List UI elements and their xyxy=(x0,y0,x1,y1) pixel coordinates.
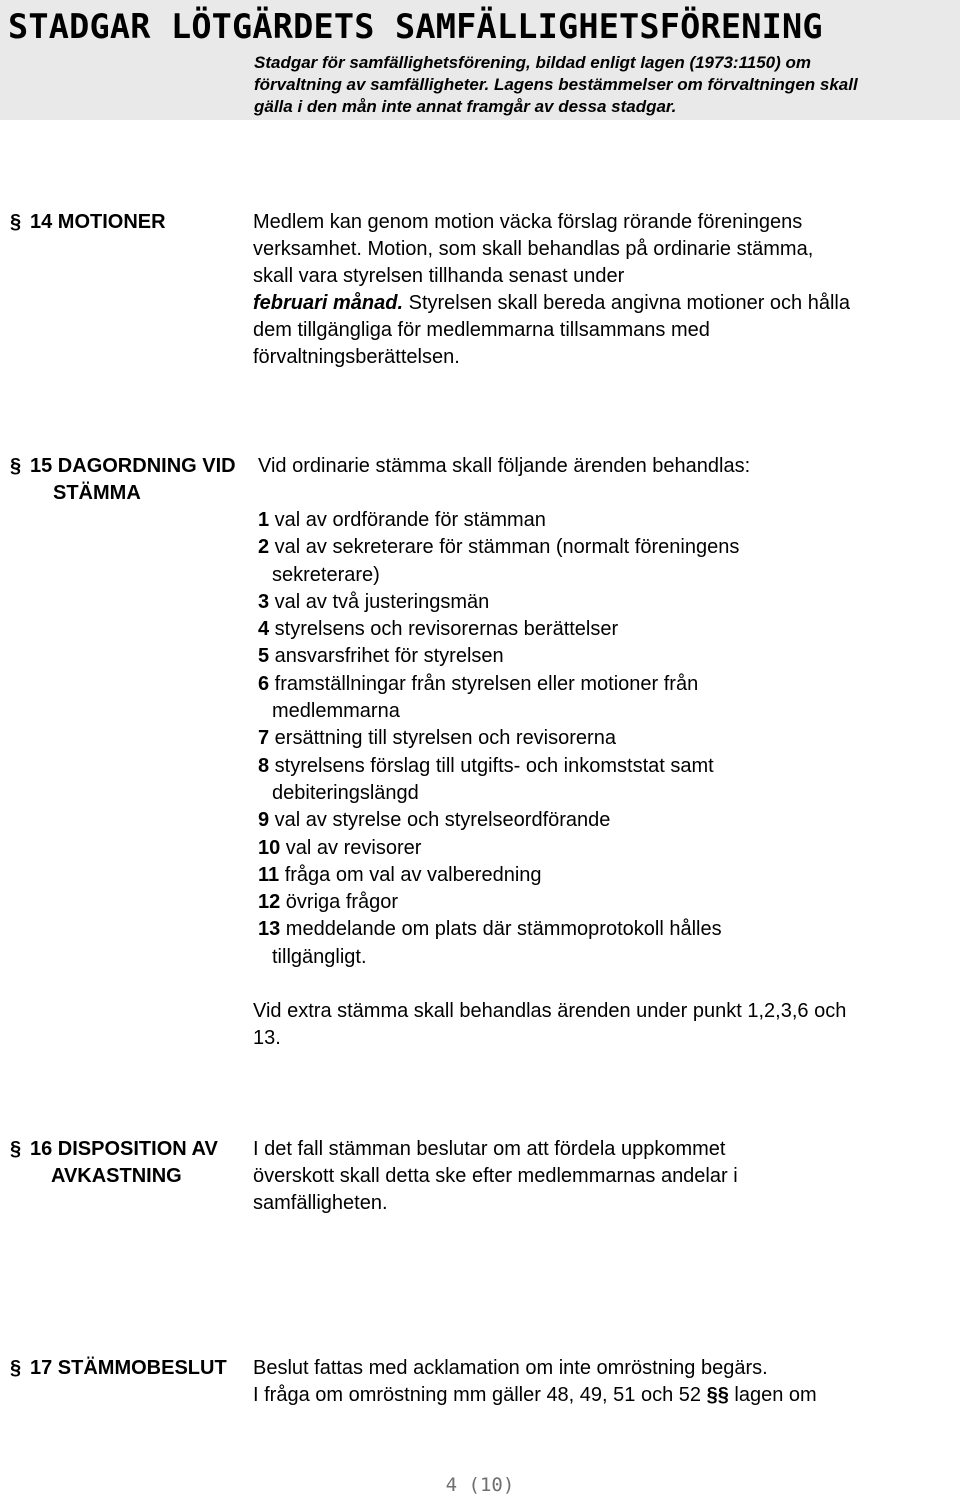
list-item: 1 val av ordförande för stämman xyxy=(258,509,546,531)
document-title: STADGAR LÖTGÄRDETS SAMFÄLLIGHETSFÖRENING xyxy=(8,7,823,46)
text-line: verksamhet. Motion, som skall behandlas på ordinarie stämma, xyxy=(253,238,814,260)
list-item: 8 styrelsens förslag till utgifts- och inkomststat samt debiteringslängd xyxy=(258,754,714,804)
text-line: överskott skall detta ske efter medlemmarnas andelar i xyxy=(253,1165,738,1187)
section-15-title: 15 DAGORDNING VID xyxy=(30,455,236,477)
subtitle-line: Stadgar för samfällighetsförening, bildad enligt lagen (1973:1150) om xyxy=(254,53,812,72)
section-15-title-cont: STÄMMA xyxy=(53,482,141,504)
list-item: 7 ersättning till styrelsen och revisorerna xyxy=(258,727,616,750)
text-line: lagen om xyxy=(734,1384,817,1406)
section-17-title: 17 STÄMMOBESLUT xyxy=(30,1357,227,1379)
section-symbol-icon: § xyxy=(706,1384,718,1406)
text-line: dem tillgängliga för medlemmarna tillsammans med xyxy=(253,319,710,341)
text-line: Medlem kan genom motion väcka förslag rörande föreningens xyxy=(253,211,803,233)
text-line: I det fall stämman beslutar om att fördela uppkommet xyxy=(253,1138,726,1160)
page-number: 4 (10) xyxy=(445,1474,515,1496)
text-line: 13. xyxy=(253,1027,281,1049)
subtitle-line: gälla i den mån inte annat framgår av dessa stadgar. xyxy=(254,97,677,116)
list-item: 3 val av två justeringsmän xyxy=(258,590,490,613)
subtitle-line: förvaltning av samfälligheter. Lagens bestämmelser om förvaltningen skall xyxy=(254,75,858,94)
document-subtitle xyxy=(254,52,954,118)
section-17-body xyxy=(253,1355,953,1409)
text-line: Beslut fattas med acklamation om inte omröstning begärs. xyxy=(253,1357,768,1379)
agenda-list xyxy=(258,507,739,971)
section-symbol-icon: § xyxy=(10,455,22,477)
list-item: 2 val av sekreterare för stämman (normalt föreningens sekreterare) xyxy=(258,536,740,586)
list-item: 10 val av revisorer xyxy=(258,836,422,859)
section-symbol-icon: § xyxy=(10,211,22,233)
text-line: Styrelsen skall bereda angivna motioner och hålla xyxy=(403,292,850,314)
text-line: Vid extra stämma skall behandlas ärenden under punkt 1,2,3,6 och xyxy=(253,1000,847,1022)
deadline-emphasis: februari månad. xyxy=(253,292,404,314)
section-15-heading xyxy=(10,453,236,507)
text-line: skall vara styrelsen tillhanda senast under xyxy=(253,265,625,287)
list-item: 11 fråga om val av valberedning xyxy=(258,863,542,886)
section-16-title-cont: AVKASTNING xyxy=(51,1165,182,1187)
text-line: I fråga om omröstning mm gäller 48, 49, 51 och 52 xyxy=(253,1384,702,1406)
section-symbol-icon: § xyxy=(10,1357,22,1379)
section-symbol-icon: § xyxy=(717,1384,729,1406)
text-line: förvaltningsberättelsen. xyxy=(253,346,460,368)
section-16-heading xyxy=(10,1136,218,1190)
section-symbol-icon: § xyxy=(10,1138,22,1160)
section-15-intro xyxy=(258,453,958,480)
section-14-body xyxy=(253,209,953,371)
section-16-title: 16 DISPOSITION AV xyxy=(30,1138,218,1160)
list-item: 13 meddelande om plats där stämmoprotokoll hålles tillgängligt. xyxy=(258,918,722,968)
text-line: samfälligheten. xyxy=(253,1192,388,1214)
list-item: 6 framställningar från styrelsen eller motioner från medlemmarna xyxy=(258,672,699,723)
section-14-title: 14 MOTIONER xyxy=(30,211,166,233)
list-item: 12 övriga frågor xyxy=(258,891,399,914)
extra-meeting-note xyxy=(253,998,953,1052)
section-14-heading xyxy=(10,209,166,236)
list-item: 9 val av styrelse och styrelseordförande xyxy=(258,809,611,832)
section-17-heading xyxy=(10,1355,227,1382)
list-item: 4 styrelsens och revisorernas berättelser xyxy=(258,618,619,641)
list-item: 5 ansvarsfrihet för styrelsen xyxy=(258,645,504,668)
text-line: Vid ordinarie stämma skall följande ärenden behandlas: xyxy=(258,455,751,477)
section-16-body xyxy=(253,1136,953,1217)
